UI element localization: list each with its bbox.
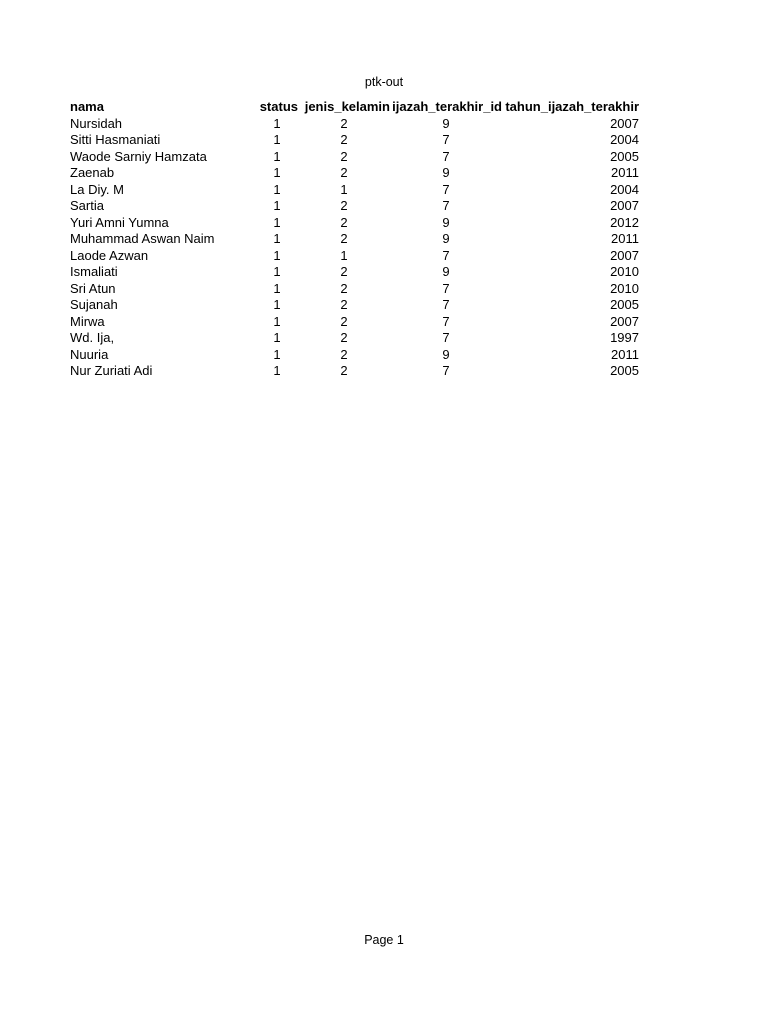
cell-ijazah-terakhir-id: 7 — [442, 280, 450, 296]
cell-tahun-ijazah-terakhir: 2007 — [610, 198, 639, 213]
cell-status: 1 — [273, 264, 281, 279]
cell-nama: Sujanah — [70, 297, 118, 312]
cell-jenis-kelamin: 2 — [340, 198, 348, 213]
cell-nama: Sartia — [70, 198, 104, 213]
cell-status: 1 — [273, 280, 281, 296]
document-title: ptk-out — [364, 75, 404, 89]
cell-ijazah-terakhir-id: 7 — [442, 313, 450, 329]
cell-status: 1 — [273, 132, 281, 147]
cell-tahun-ijazah-terakhir: 2005 — [610, 363, 639, 378]
cell-jenis-kelamin: 2 — [340, 264, 348, 279]
cell-tahun-ijazah-terakhir: 2004 — [610, 132, 639, 147]
cell-status: 1 — [273, 214, 281, 230]
table-row — [70, 314, 639, 331]
cell-tahun-ijazah-terakhir: 2010 — [610, 264, 639, 279]
table-row — [70, 297, 639, 314]
cell-nama: Zaenab — [70, 165, 115, 180]
cell-jenis-kelamin: 1 — [340, 247, 348, 263]
cell-ijazah-terakhir-id: 9 — [442, 264, 450, 279]
table-row — [70, 132, 639, 149]
cell-status: 1 — [273, 363, 281, 378]
cell-jenis-kelamin: 2 — [340, 363, 348, 378]
cell-status: 1 — [273, 231, 281, 246]
cell-ijazah-terakhir-id: 9 — [442, 346, 450, 362]
table-row — [70, 198, 639, 215]
table-row — [70, 149, 639, 166]
cell-tahun-ijazah-terakhir: 2012 — [610, 214, 639, 230]
table-row — [70, 363, 639, 380]
cell-tahun-ijazah-terakhir: 2010 — [610, 280, 639, 296]
cell-jenis-kelamin: 2 — [340, 297, 348, 312]
cell-status: 1 — [273, 181, 281, 197]
cell-jenis-kelamin: 2 — [340, 231, 348, 246]
cell-jenis-kelamin: 2 — [340, 280, 348, 296]
cell-status: 1 — [273, 330, 281, 345]
cell-status: 1 — [273, 297, 281, 312]
data-table — [70, 99, 639, 380]
cell-ijazah-terakhir-id: 7 — [442, 148, 450, 164]
cell-nama: Nur Zuriati Adi — [70, 363, 153, 378]
cell-status: 1 — [273, 247, 281, 263]
cell-ijazah-terakhir-id: 7 — [442, 132, 450, 147]
cell-status: 1 — [273, 115, 281, 131]
cell-nama: Sitti Hasmaniati — [70, 132, 161, 147]
cell-nama: La Diy. M — [70, 181, 124, 197]
column-header-jenis-kelamin: jenis_kelamin — [304, 99, 390, 114]
cell-jenis-kelamin: 2 — [340, 132, 348, 147]
cell-status: 1 — [273, 313, 281, 329]
cell-ijazah-terakhir-id: 9 — [442, 214, 450, 230]
table-header-row — [70, 99, 639, 116]
cell-nama: Sri Atun — [70, 280, 116, 296]
cell-jenis-kelamin: 2 — [340, 148, 348, 164]
cell-nama: Nuuria — [70, 346, 109, 362]
cell-tahun-ijazah-terakhir: 2007 — [610, 115, 639, 131]
table-row — [70, 248, 639, 265]
table-row — [70, 182, 639, 199]
table-row — [70, 215, 639, 232]
cell-nama: Muhammad Aswan Naim — [70, 231, 215, 246]
cell-tahun-ijazah-terakhir: 2005 — [610, 148, 639, 164]
cell-nama: Wd. Ija, — [70, 330, 115, 345]
cell-status: 1 — [273, 346, 281, 362]
cell-nama: Nursidah — [70, 115, 123, 131]
cell-ijazah-terakhir-id: 7 — [442, 330, 450, 345]
table-body — [70, 116, 639, 380]
cell-tahun-ijazah-terakhir: 2005 — [610, 297, 639, 312]
cell-ijazah-terakhir-id: 9 — [442, 165, 450, 180]
cell-tahun-ijazah-terakhir: 2007 — [610, 313, 639, 329]
cell-nama: Laode Azwan — [70, 247, 149, 263]
page-number: Page 1 — [364, 933, 404, 947]
cell-status: 1 — [273, 148, 281, 164]
cell-tahun-ijazah-terakhir: 2007 — [610, 247, 639, 263]
cell-nama: Ismaliati — [70, 264, 118, 279]
cell-nama: Mirwa — [70, 313, 105, 329]
cell-jenis-kelamin: 2 — [340, 165, 348, 180]
column-header-tahun-ijazah-terakhir: tahun_ijazah_terakhir — [505, 99, 639, 114]
cell-ijazah-terakhir-id: 7 — [442, 363, 450, 378]
cell-tahun-ijazah-terakhir: 2011 — [611, 231, 639, 246]
cell-tahun-ijazah-terakhir: 2011 — [611, 165, 639, 180]
cell-jenis-kelamin: 2 — [340, 313, 348, 329]
cell-jenis-kelamin: 2 — [340, 346, 348, 362]
cell-ijazah-terakhir-id: 7 — [442, 198, 450, 213]
cell-ijazah-terakhir-id: 9 — [442, 115, 450, 131]
cell-jenis-kelamin: 2 — [340, 214, 348, 230]
column-header-ijazah-terakhir-id: ijazah_terakhir_id — [392, 99, 502, 114]
cell-status: 1 — [273, 198, 281, 213]
cell-status: 1 — [273, 165, 281, 180]
column-header-nama: nama — [70, 99, 104, 114]
cell-nama: Yuri Amni Yumna — [70, 214, 169, 230]
table-row — [70, 116, 639, 133]
cell-nama: Waode Sarniy Hamzata — [70, 148, 207, 164]
cell-jenis-kelamin: 2 — [340, 330, 348, 345]
cell-ijazah-terakhir-id: 7 — [442, 247, 450, 263]
table-row — [70, 347, 639, 364]
table-row — [70, 330, 639, 347]
cell-tahun-ijazah-terakhir: 2004 — [610, 181, 639, 197]
table-row — [70, 165, 639, 182]
table-row — [70, 231, 639, 248]
cell-ijazah-terakhir-id: 7 — [442, 181, 450, 197]
table-row — [70, 281, 639, 298]
column-header-status: status — [259, 99, 298, 114]
cell-ijazah-terakhir-id: 7 — [442, 297, 450, 312]
cell-tahun-ijazah-terakhir: 2011 — [611, 346, 639, 362]
cell-jenis-kelamin: 1 — [340, 181, 348, 197]
cell-tahun-ijazah-terakhir: 1997 — [610, 330, 639, 345]
cell-jenis-kelamin: 2 — [340, 115, 348, 131]
cell-ijazah-terakhir-id: 9 — [442, 231, 450, 246]
table-row — [70, 264, 639, 281]
